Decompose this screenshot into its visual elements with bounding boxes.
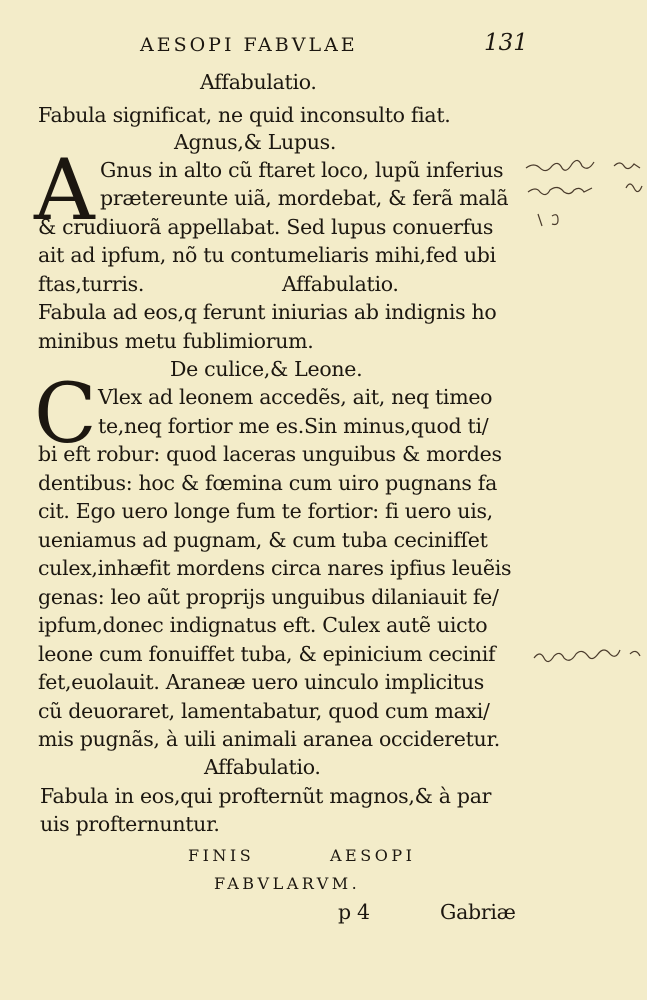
running-header: AESOPI FABVLAE	[140, 34, 358, 56]
fable-line: Gnus in alto cũ ftaret loco, lupũ inferius	[100, 158, 504, 182]
moral-text-1: Fabula significat, ne quid inconsulto fiat.	[38, 103, 451, 127]
fable-line: leone cum fonuiffet tuba, & epinicium cecinif	[38, 642, 496, 666]
initial-letter-c: C	[34, 367, 97, 462]
moral-text-2: Fabula ad eos,q ferunt iniurias ab indignis ho	[38, 300, 497, 324]
fable-line: ipfum,donec indignatus eft. Culex autẽ uicto	[38, 613, 488, 637]
catchword: Gabriæ	[440, 900, 516, 924]
affabulatio-heading-3: Affabulatio.	[204, 755, 321, 779]
fable-line: cit. Ego uero longe fum te fortior: fi uero uis,	[38, 499, 493, 523]
initial-letter-a: A	[34, 141, 95, 239]
handwritten-marginal-note-2	[530, 642, 646, 670]
fable-line: ait ad ipfum, nõ tu contumeliaris mihi,fed ubi	[38, 243, 496, 267]
colophon-fabularum: FABVLARVM.	[214, 874, 361, 893]
colophon-finis: FINIS	[188, 846, 255, 865]
fable-line: bi eft robur: quod laceras unguibus & mordes	[38, 442, 502, 466]
affabulatio-heading-2: Affabulatio.	[282, 272, 399, 296]
fable-line: & crudiuorã appellabat. Sed lupus conuerfus	[38, 215, 494, 239]
moral-text-3: Fabula in eos,qui profternũt magnos,& à par	[40, 784, 492, 808]
colophon-aesopi: AESOPI	[330, 846, 416, 865]
fable-title-agnus-lupus: Agnus,& Lupus.	[174, 130, 337, 154]
fable-line: cũ deuoraret, lamentabatur, quod cum maxi/	[38, 699, 490, 723]
folio-number: 131	[484, 30, 528, 56]
fable-line: genas: leo aũt proprijs unguibus dilaniauit fe/	[38, 585, 499, 609]
fable-line: te,neq fortior me es.Sin minus,quod ti/	[98, 414, 489, 438]
moral-text-3-cont: uis profternuntur.	[40, 812, 220, 836]
fable-line: ftas,turris.	[38, 272, 145, 296]
fable-line: ueniamus ad pugnam, & cum tuba cecinifſet	[38, 528, 488, 552]
signature-mark: p 4	[338, 900, 370, 924]
fable-line: fet,euolauit. Araneæ uero uinculo implicitus	[38, 670, 484, 694]
handwritten-marginal-note-1	[522, 152, 644, 242]
moral-text-2-cont: minibus metu fublimiorum.	[38, 329, 314, 353]
fable-line: dentibus: hoc & fœmina cum uiro pugnans fa	[38, 471, 498, 495]
fable-line: mis pugnãs, à uili animali aranea occideretur.	[38, 727, 500, 751]
fable-line: culex,inhæfit mordens circa nares ipfius leuẽis	[38, 556, 512, 580]
affabulatio-heading-1: Affabulatio.	[200, 70, 317, 94]
fable-line: Vlex ad leonem accedẽs, ait, neq timeo	[98, 385, 493, 409]
fable-line: prætereunte uiã, mordebat, & ferã malã	[100, 186, 509, 210]
fable-title-culex-leo: De culice,& Leone.	[170, 357, 363, 381]
